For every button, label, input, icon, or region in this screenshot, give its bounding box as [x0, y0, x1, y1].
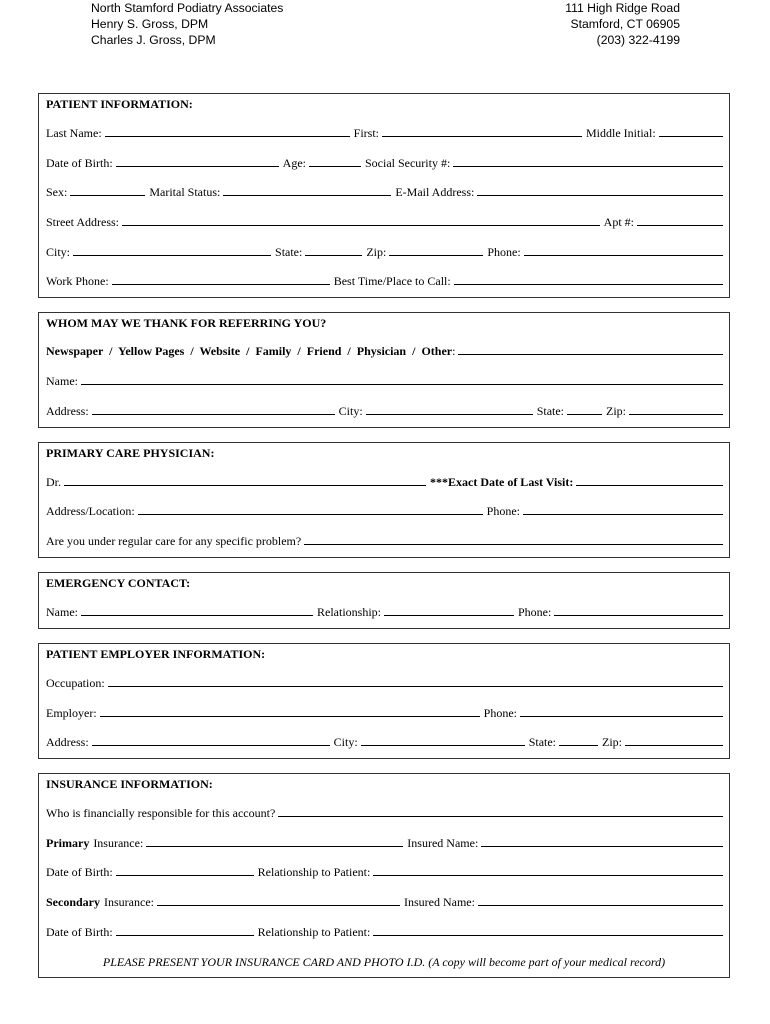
insured-name-2-label: Insured Name: [403, 895, 475, 909]
emergency-name-label: Name: [46, 605, 78, 619]
regular-care-row [46, 534, 723, 550]
primary-insurance-field[interactable] [146, 836, 403, 847]
street-row [46, 215, 723, 231]
section-title: EMERGENCY CONTACT: [46, 576, 191, 590]
work-phone-label: Work Phone: [46, 274, 109, 288]
insurance-card-note: PLEASE PRESENT YOUR INSURANCE CARD AND PHOTO I.D. (A copy will become part of your medical record) [102, 955, 666, 969]
employer-field[interactable] [100, 706, 480, 717]
section-title: PATIENT EMPLOYER INFORMATION: [46, 647, 266, 661]
dob-row [46, 156, 723, 172]
secondary-insurance-field[interactable] [157, 895, 400, 906]
emergency-row [46, 605, 723, 621]
state-field[interactable] [305, 245, 362, 256]
insured-name-label: Insured Name: [407, 836, 479, 850]
zip-label: Zip: [366, 245, 387, 259]
patient-information-section [38, 93, 730, 298]
street-label: Street Address: [46, 215, 119, 229]
primary-dob-row [46, 865, 723, 881]
practice-address [470, 1, 680, 48]
employer-address-field[interactable] [92, 735, 330, 746]
employer-row [46, 706, 723, 722]
insurance-section [38, 773, 730, 978]
last-name-label: Last Name: [46, 126, 102, 140]
section-title: INSURANCE INFORMATION: [46, 777, 213, 791]
best-time-field[interactable] [454, 274, 723, 285]
street-line: 111 High Ridge Road [565, 1, 680, 15]
secondary-relationship-label: Relationship to Patient: [257, 925, 371, 939]
secondary-dob-row [46, 925, 723, 941]
referral-name-row [46, 374, 723, 390]
dr-field[interactable] [64, 475, 426, 486]
secondary-dob-label: Date of Birth: [46, 925, 113, 939]
work-phone-field[interactable] [112, 274, 330, 285]
ssn-field[interactable] [453, 156, 723, 167]
apt-field[interactable] [637, 215, 723, 226]
section-title: PATIENT INFORMATION: [46, 97, 193, 111]
primary-insurance-row [46, 836, 723, 852]
referral-section [38, 312, 730, 428]
city-field[interactable] [73, 245, 271, 256]
last-name-field[interactable] [105, 126, 350, 137]
street-field[interactable] [122, 215, 600, 226]
occupation-label: Occupation: [46, 676, 105, 690]
email-label: E-Mail Address: [395, 185, 475, 199]
primary-insurance-label: Insurance: [93, 836, 144, 850]
employer-zip-field[interactable] [625, 735, 723, 746]
regular-care-field[interactable] [304, 534, 723, 545]
referral-zip-field[interactable] [629, 404, 723, 415]
responsible-label: Who is financially responsible for this account? [46, 806, 276, 820]
section-title: PRIMARY CARE PHYSICIAN: [46, 446, 215, 460]
city-row [46, 245, 723, 261]
responsible-row [46, 806, 723, 822]
responsible-field[interactable] [278, 806, 723, 817]
emergency-relationship-label: Relationship: [317, 605, 381, 619]
referral-address-field[interactable] [92, 404, 335, 415]
referral-city-field[interactable] [366, 404, 533, 415]
middle-initial-label: Middle Initial: [586, 126, 656, 140]
referral-state-field[interactable] [567, 404, 602, 415]
primary-label-bold: Primary [46, 836, 90, 850]
secondary-relationship-field[interactable] [373, 925, 723, 936]
city-label: City: [46, 245, 71, 259]
secondary-insurance-label: Insurance: [104, 895, 154, 909]
pcp-dr-row [46, 475, 723, 491]
age-field[interactable] [309, 156, 361, 167]
regular-care-label: Are you under regular care for any specific problem? [46, 534, 302, 548]
sex-row [46, 185, 723, 201]
pcp-phone-label: Phone: [486, 504, 520, 518]
city-line: Stamford, CT 06905 [570, 16, 680, 31]
secondary-insurance-row [46, 895, 723, 911]
emergency-contact-section [38, 572, 730, 629]
age-label: Age: [282, 156, 306, 170]
first-name-label: First: [353, 126, 379, 140]
employer-address-label: Address: [46, 735, 89, 749]
work-phone-row [46, 274, 723, 290]
phone-field[interactable] [524, 245, 723, 256]
primary-dob-label: Date of Birth: [46, 865, 113, 879]
practice-name: North Stamford Podiatry Associates [91, 1, 284, 15]
referral-other-field[interactable] [458, 344, 723, 355]
employer-zip-label: Zip: [602, 735, 623, 749]
employer-city-label: City: [333, 735, 358, 749]
middle-initial-field[interactable] [659, 126, 723, 137]
secondary-dob-field[interactable] [116, 925, 254, 936]
referral-state-label: State: [536, 404, 565, 418]
pcp-address-field[interactable] [138, 504, 483, 515]
zip-field[interactable] [389, 245, 483, 256]
primary-care-section [38, 442, 730, 558]
email-field[interactable] [477, 185, 723, 196]
employer-phone-label: Phone: [483, 706, 517, 720]
referral-city-label: City: [338, 404, 363, 418]
emergency-relationship-field[interactable] [384, 605, 514, 616]
referral-name-field[interactable] [81, 374, 723, 385]
apt-label: Apt #: [603, 215, 634, 229]
referral-source-row [46, 344, 723, 360]
employer-state-field[interactable] [559, 735, 598, 746]
referral-zip-label: Zip: [606, 404, 627, 418]
employer-phone-field[interactable] [520, 706, 723, 717]
primary-relationship-label: Relationship to Patient: [257, 865, 371, 879]
employer-city-field[interactable] [361, 735, 525, 746]
phone-label: Phone: [487, 245, 521, 259]
employer-address-row [46, 735, 723, 751]
best-time-label: Best Time/Place to Call: [333, 274, 451, 288]
primary-dob-field[interactable] [116, 865, 254, 876]
referral-address-label: Address: [46, 404, 89, 418]
referral-name-label: Name: [46, 374, 78, 388]
first-name-field[interactable] [382, 126, 582, 137]
referral-address-row [46, 404, 723, 420]
practice-header [91, 1, 283, 48]
doctor-2: Charles J. Gross, DPM [91, 32, 216, 47]
dr-label: Dr. [46, 475, 61, 489]
section-title: WHOM MAY WE THANK FOR REFERRING YOU? [46, 316, 327, 330]
pcp-address-row [46, 504, 723, 520]
primary-relationship-field[interactable] [373, 865, 723, 876]
insured-name-field[interactable] [481, 836, 723, 847]
phone-line: (203) 322-4199 [596, 32, 680, 47]
ssn-label: Social Security #: [364, 156, 451, 170]
dob-label: Date of Birth: [46, 156, 113, 170]
employer-state-label: State: [528, 735, 557, 749]
referral-sources: Newspaper / Yellow Pages / Website / Family / Friend / Physician / Other [46, 344, 453, 358]
sex-field[interactable] [70, 185, 145, 196]
occupation-row [46, 676, 723, 692]
dob-field[interactable] [116, 156, 279, 167]
sex-label: Sex: [46, 185, 68, 199]
insured-name-2-field[interactable] [478, 895, 723, 906]
secondary-label-bold: Secondary [46, 895, 100, 909]
last-visit-field[interactable] [576, 475, 723, 486]
referral-colon: : [452, 344, 456, 358]
marital-label: Marital Status: [149, 185, 221, 199]
employer-label: Employer: [46, 706, 97, 720]
pcp-address-label: Address/Location: [46, 504, 135, 518]
marital-field[interactable] [223, 185, 391, 196]
name-row [46, 126, 723, 142]
last-visit-label: ***Exact Date of Last Visit: [430, 475, 574, 489]
emergency-phone-field[interactable] [554, 605, 723, 616]
emergency-phone-label: Phone: [518, 605, 552, 619]
occupation-field[interactable] [108, 676, 723, 687]
pcp-phone-field[interactable] [523, 504, 723, 515]
employer-section [38, 643, 730, 759]
state-label: State: [275, 245, 303, 259]
emergency-name-field[interactable] [81, 605, 313, 616]
doctor-1: Henry S. Gross, DPM [91, 16, 209, 31]
